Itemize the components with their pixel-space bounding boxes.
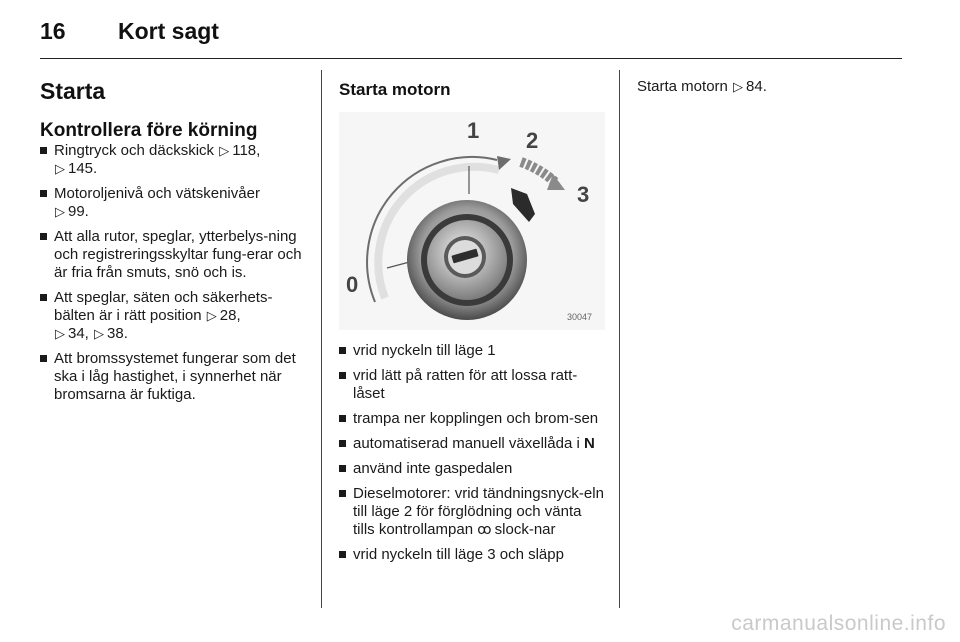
header-rule bbox=[40, 58, 902, 59]
label-pos-3: 3 bbox=[577, 182, 590, 207]
figure-code: 30047 bbox=[567, 312, 593, 322]
xref-arrow-icon: ▷ bbox=[55, 161, 65, 176]
bullet-icon bbox=[40, 233, 47, 240]
page-ref[interactable]: 28, bbox=[219, 307, 241, 324]
bullet-icon bbox=[40, 190, 47, 197]
list-item: Att speglar, säten och säkerhets-bälten är i rätt position ▷ 28, ▷ 34, ▷ 38. bbox=[40, 289, 306, 343]
column-1 bbox=[40, 70, 306, 411]
page-ref[interactable]: 38. bbox=[107, 325, 128, 342]
section-title: Starta bbox=[40, 78, 106, 104]
arc-to-2 bbox=[521, 162, 555, 182]
arrow-to-1-icon bbox=[497, 156, 511, 170]
list-item: vrid nyckeln till läge 1 bbox=[339, 342, 607, 360]
gear-n: N bbox=[583, 435, 595, 452]
page-number: 16 bbox=[40, 18, 66, 44]
glow-plug-icon: ꝏ bbox=[477, 522, 491, 538]
list-item: vrid nyckeln till läge 3 och släpp bbox=[339, 546, 607, 564]
xref-arrow-icon: ▷ bbox=[94, 326, 105, 341]
bullet-icon bbox=[339, 490, 346, 497]
column-divider-2 bbox=[619, 70, 620, 608]
start-steps bbox=[339, 342, 607, 564]
page-ref[interactable]: 145. bbox=[68, 160, 98, 177]
bullet-icon bbox=[339, 415, 346, 422]
xref-arrow-icon: ▷ bbox=[55, 326, 65, 341]
list-item: vrid lätt på ratten för att lossa ratt-låset bbox=[339, 367, 607, 403]
column-divider-1 bbox=[321, 70, 322, 608]
list-item: använd inte gaspedalen bbox=[339, 460, 607, 478]
ignition-switch-figure bbox=[339, 112, 605, 330]
bullet-icon bbox=[339, 372, 346, 379]
list-item: Att bromssystemet fungerar som det ska i låg hastighet, i synnerhet när bromsarna är fuktiga. bbox=[40, 350, 306, 404]
page-header bbox=[40, 18, 219, 45]
turn-arrow-icon bbox=[511, 188, 535, 222]
xref-arrow-icon: ▷ bbox=[219, 143, 230, 158]
bullet-icon bbox=[339, 347, 346, 354]
list-item: trampa ner kopplingen och brom-sen bbox=[339, 410, 607, 428]
ignition-diagram bbox=[339, 112, 605, 330]
list-item: Ringtryck och däckskick ▷ 118, ▷ 145. bbox=[40, 142, 306, 178]
checklist bbox=[40, 142, 306, 404]
starta-motorn-heading: Starta motorn bbox=[339, 80, 451, 99]
xref-arrow-icon: ▷ bbox=[55, 204, 65, 219]
page-ref[interactable]: 99. bbox=[68, 203, 89, 220]
bullet-icon bbox=[339, 440, 346, 447]
list-item: Att alla rutor, speglar, ytterbelys-ning och registreringsskyltar fung-erar och är fria från smuts, snö och is. bbox=[40, 228, 306, 282]
bullet-icon bbox=[339, 465, 346, 472]
xref-arrow-icon: ▷ bbox=[206, 308, 217, 323]
column-2 bbox=[339, 70, 607, 571]
chapter-title: Kort sagt bbox=[118, 18, 219, 44]
label-pos-2: 2 bbox=[526, 128, 539, 153]
page-ref[interactable]: 118, bbox=[232, 142, 261, 159]
bullet-icon bbox=[40, 147, 47, 154]
column-3 bbox=[637, 70, 917, 96]
page-ref[interactable]: 84. bbox=[746, 78, 767, 95]
label-pos-0: 0 bbox=[346, 272, 359, 297]
list-item: Dieselmotorer: vrid tändningsnyck-eln till läge 2 för förglödning och vänta tills kontrollampan ꝏ slock-nar bbox=[339, 485, 607, 539]
subsection-title: Kontrollera före körning bbox=[40, 120, 258, 141]
bullet-icon bbox=[40, 355, 47, 362]
bullet-icon bbox=[339, 551, 346, 558]
bullet-icon bbox=[40, 294, 47, 301]
continuation-text: Starta motorn ▷ 84. bbox=[637, 78, 767, 95]
page-ref[interactable]: 34, bbox=[68, 325, 89, 342]
watermark: carmanualsonline.info bbox=[731, 612, 946, 635]
label-pos-1: 1 bbox=[467, 118, 480, 143]
list-item: Motoroljenivå och vätskenivåer ▷ 99. bbox=[40, 185, 306, 221]
xref-arrow-icon: ▷ bbox=[733, 79, 744, 94]
list-item: automatiserad manuell växellåda i N bbox=[339, 435, 607, 453]
